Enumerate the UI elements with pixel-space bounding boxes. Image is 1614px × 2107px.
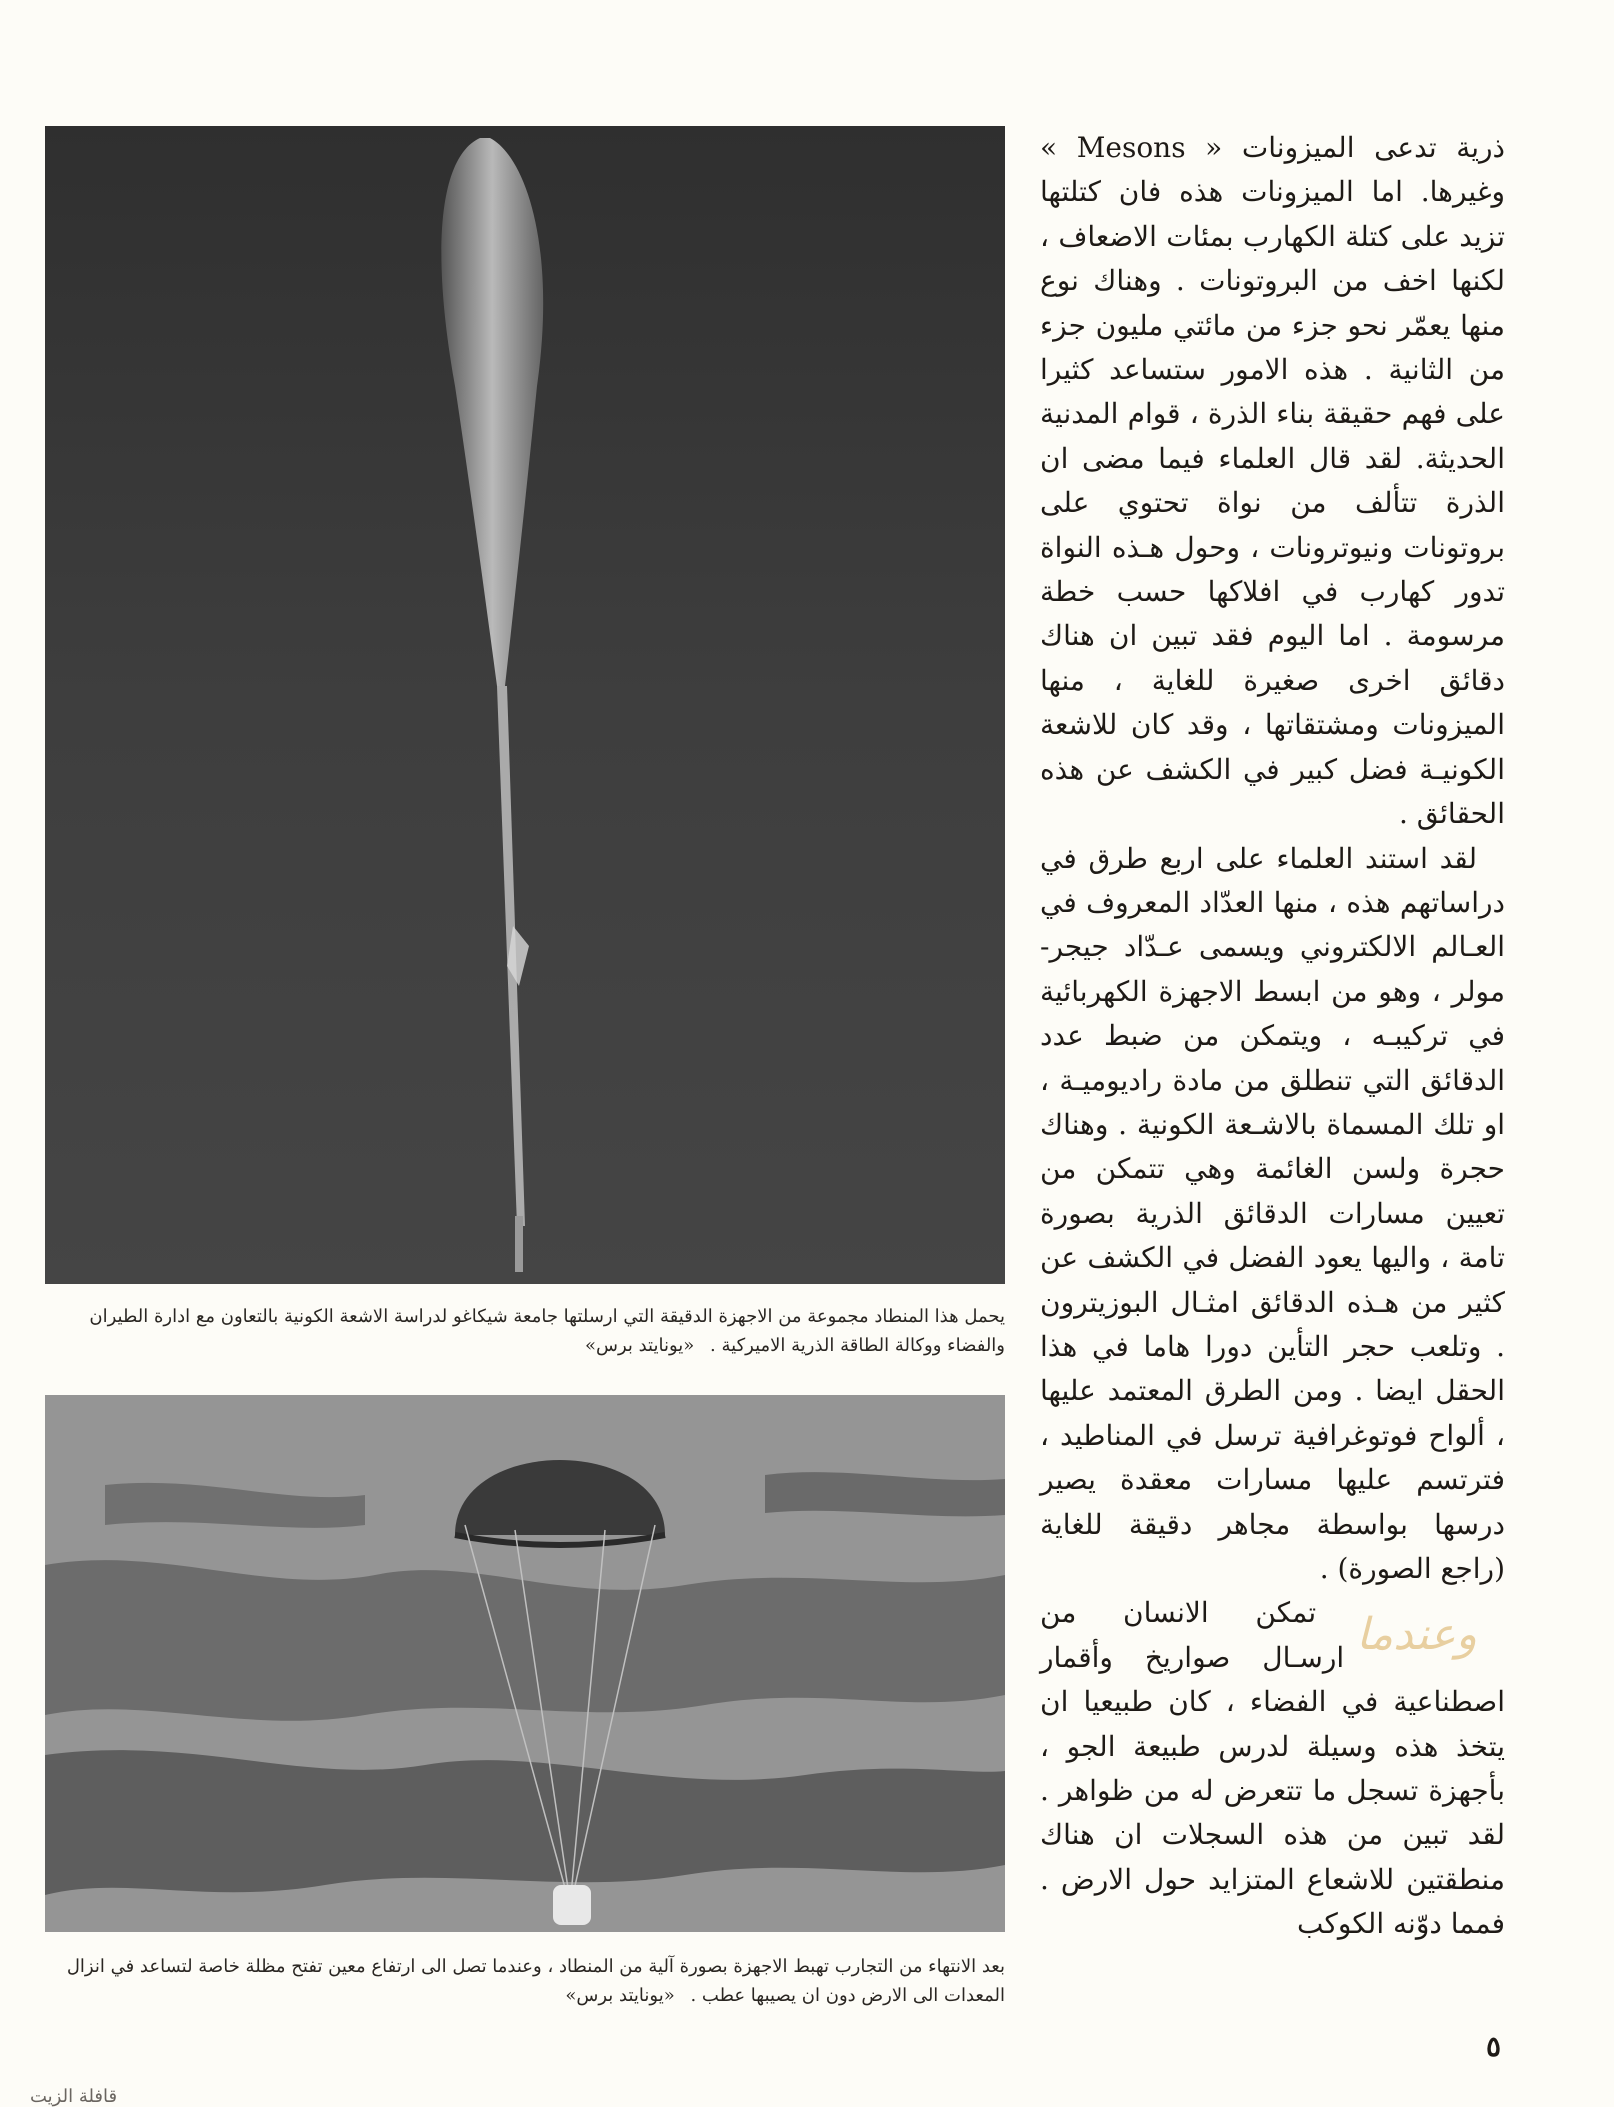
article-paragraph-2: لقد استند العلماء على اربع طرق في دراساتهم هذه ، منها العدّاد المعروف في العـالم الالكتروني ويسمى عـدّاد جيجر-مولر ، وهو من ابسط الاجهزة الكهربائية في تركيبـه ، ويتمكن من ضبط عدد الدقائق التي تنطلق من مادة راديوميـة ، او تلك المسماة بالاشـعة الكونية . وهناك حجرة ولسن الغائمة وهي تتمكن من تعيين مسارات الدقائق الذرية بصورة تامة ، واليها يعود الفضل في الكشف عن كثير من هـذه الدقائق امثـال البوزيترون . وتلعب حجر التأين دورا هاما في هذا الحقل ايضا . ومن الطرق المعتمد عليها ، ألواح فوتوغرافية ترسل في المناطيد ، فترتسم عليها مسارات معقدة يصير درسها بواسطة مجاهر دقيقة للغاية (راجع الصورة) .	[1040, 841, 1505, 1585]
balloon-credit: «يونايتد برس»	[584, 1335, 695, 1356]
parachute-credit: «يونايتد برس»	[565, 1985, 675, 2006]
balloon-caption	[45, 1302, 1005, 1360]
balloon-image	[45, 126, 1005, 1284]
parachute-caption	[45, 1952, 1005, 2010]
balloon-photo	[45, 126, 1005, 1284]
balloon-caption-text: يحمل هذا المنطاد مجموعة من الاجهزة الدقيقة التي ارسلتها جامعة شيكاغو لدراسة الاشعة الكونية بالتعاون مع ادارة الطيران والفضاء ووكالة الطاقة الذرية الاميركية .	[89, 1306, 1005, 1356]
footer-magazine-name: قافلة الزيت	[30, 2086, 118, 2107]
article-paragraph-1: ذرية تدعى الميزونات « Mesons » وغيرها. اما الميزونات هذه فان كتلتها تزيد على كتلة الكهارب بمئات الاضعاف ، لكنها اخف من البروتونات . وهناك نوع منها يعمّر نحو جزء من مائتي مليون جزء من الثانية . هذه الامور ستساعد كثيرا على فهم حقيقة بناء الذرة ، قوام المدنية الحديثة. لقد قال العلماء فيما مضى ان الذرة تتألف من نواة تحتوي على بروتونات ونيوترونات ، وحول هـذه النواة تدور كهارب في افلاكها حسب خطة مرسومة . اما اليوم فقد تبين ان هناك دقائق اخرى صغيرة للغاية ، منها الميزونات ومشتقاتها ، وقد كان للاشعة الكونيـة فضل كبير في الكشف عن هذه الحقائق .	[1040, 131, 1505, 831]
parachute-image	[45, 1395, 1005, 1932]
article-column	[1040, 126, 1505, 1947]
page-number: ٥	[1486, 2030, 1502, 2063]
section-heading: وعندما	[1356, 1609, 1477, 1661]
parachute-photo	[45, 1395, 1005, 1932]
parachute-caption-text: بعد الانتهاء من التجارب تهبط الاجهزة بصورة آلية من المنطاد ، وعندما تصل الى ارتفاع معين تفتح مظلة خاصة لتساعد في انزال المعدات الى الارض دون ان يصيبها عطب .	[66, 1956, 1005, 2006]
article-paragraph-3	[1040, 1591, 1505, 1946]
article-paragraph-3-text: تمكن الانسان من ارسـال صواريخ وأقمار اصطناعية في الفضاء ، كان طبيعيا ان يتخذ هذه وسيلة لدرس طبيعة الجو ، بأجهزة تسجل ما تتعرض له من ظواهر . لقد تبين من هذه السجلات ان هناك منطقتين للاشعاع المتزايد حول الارض . فمما دوّنه الكوكب	[1040, 1596, 1505, 1941]
